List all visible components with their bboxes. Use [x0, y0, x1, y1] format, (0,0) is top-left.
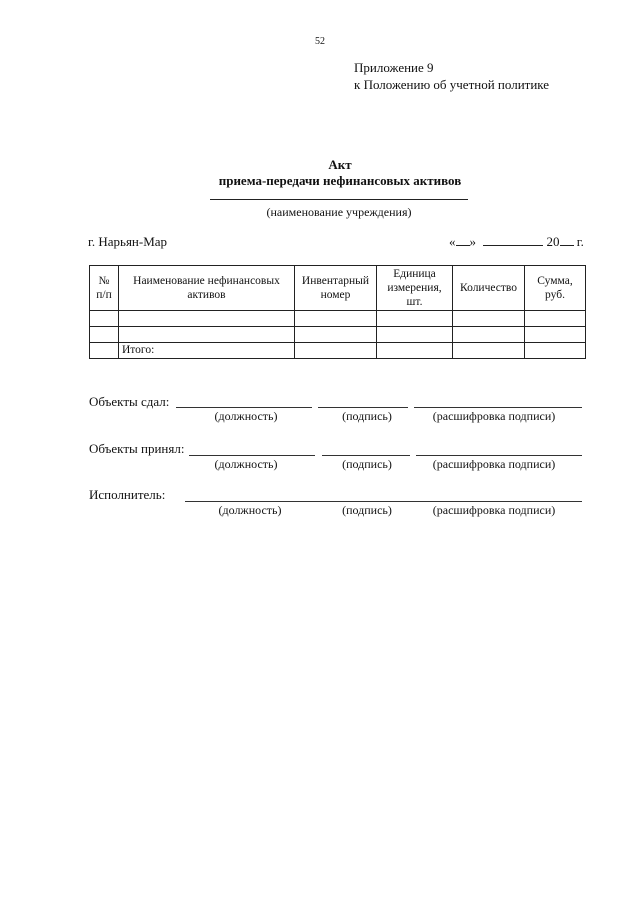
table-row — [90, 327, 586, 343]
table-cell[interactable] — [525, 327, 586, 343]
appendix-line-1: Приложение 9 — [354, 60, 434, 75]
appendix-line-2: к Положению об учетной политике — [354, 77, 550, 92]
executor-label: Исполнитель: — [89, 487, 166, 502]
assets-table — [89, 265, 586, 359]
executor-decoding-caption: (расшифровка подписи) — [432, 503, 556, 517]
date-quote-open: « — [449, 234, 456, 249]
date-year-suffix: г. — [576, 234, 584, 249]
date-year-prefix: 20 — [546, 234, 560, 249]
received-label: Объекты принял: — [89, 441, 185, 456]
table-cell[interactable] — [453, 311, 525, 327]
table-cell[interactable] — [453, 343, 525, 359]
table-cell[interactable] — [453, 327, 525, 343]
header-asset-name: Наименование нефинансовых активов — [119, 266, 295, 311]
organization-name-line[interactable] — [210, 199, 468, 200]
table-cell[interactable] — [377, 327, 453, 343]
header-sum: Сумма, руб. — [525, 266, 586, 311]
received-position-line[interactable] — [189, 455, 315, 456]
total-label: Итого: — [119, 343, 295, 359]
executor-decoding-line[interactable] — [407, 501, 582, 502]
table-cell[interactable] — [377, 311, 453, 327]
header-quantity: Количество — [453, 266, 525, 311]
handed-over-position-line[interactable] — [176, 407, 312, 408]
table-cell[interactable] — [295, 343, 377, 359]
handed-over-signature-line[interactable] — [318, 407, 408, 408]
handed-over-decoding-caption: (расшифровка подписи) — [432, 409, 556, 423]
table-cell[interactable] — [525, 343, 586, 359]
header-inventory-number: Инвентарный номер — [295, 266, 377, 311]
table-cell[interactable] — [119, 311, 295, 327]
received-position-caption: (должность) — [214, 457, 278, 471]
handed-over-decoding-line[interactable] — [414, 407, 582, 408]
table-cell[interactable] — [295, 327, 377, 343]
date-quote-close: » — [469, 234, 476, 249]
appendix-reference — [354, 59, 549, 93]
table-cell[interactable] — [119, 327, 295, 343]
received-decoding-caption: (расшифровка подписи) — [432, 457, 556, 471]
table-cell[interactable] — [90, 327, 119, 343]
executor-position-caption: (должность) — [218, 503, 282, 517]
table-total-row — [90, 343, 586, 359]
organization-name-caption: (наименование учреждения) — [266, 205, 412, 219]
received-signature-caption: (подпись) — [342, 457, 392, 471]
handed-over-signature-caption: (подпись) — [342, 409, 392, 423]
table-cell[interactable] — [295, 311, 377, 327]
table-cell[interactable] — [377, 343, 453, 359]
table-row — [90, 311, 586, 327]
handed-over-label: Объекты сдал: — [89, 394, 170, 409]
table-cell[interactable] — [90, 311, 119, 327]
received-decoding-line[interactable] — [416, 455, 582, 456]
document-title: Акт — [328, 157, 352, 172]
date-month-blank[interactable] — [483, 234, 543, 246]
header-unit: Единица измерения, шт. — [377, 266, 453, 311]
handed-over-position-caption: (должность) — [214, 409, 278, 423]
date-line — [449, 234, 584, 250]
table-cell[interactable] — [525, 311, 586, 327]
executor-signature-caption: (подпись) — [342, 503, 392, 517]
table-cell — [90, 343, 119, 359]
executor-position-line[interactable] — [185, 501, 315, 502]
city: г. Нарьян-Мар — [88, 234, 168, 249]
page-number: 52 — [315, 36, 325, 47]
received-signature-line[interactable] — [322, 455, 410, 456]
table-header-row — [90, 266, 586, 311]
document-subtitle: приема-передачи нефинансовых активов — [218, 173, 462, 188]
header-number: № п/п — [90, 266, 119, 311]
executor-signature-line[interactable] — [315, 501, 407, 502]
date-day-blank[interactable] — [456, 234, 470, 246]
date-year-blank[interactable] — [560, 234, 574, 246]
